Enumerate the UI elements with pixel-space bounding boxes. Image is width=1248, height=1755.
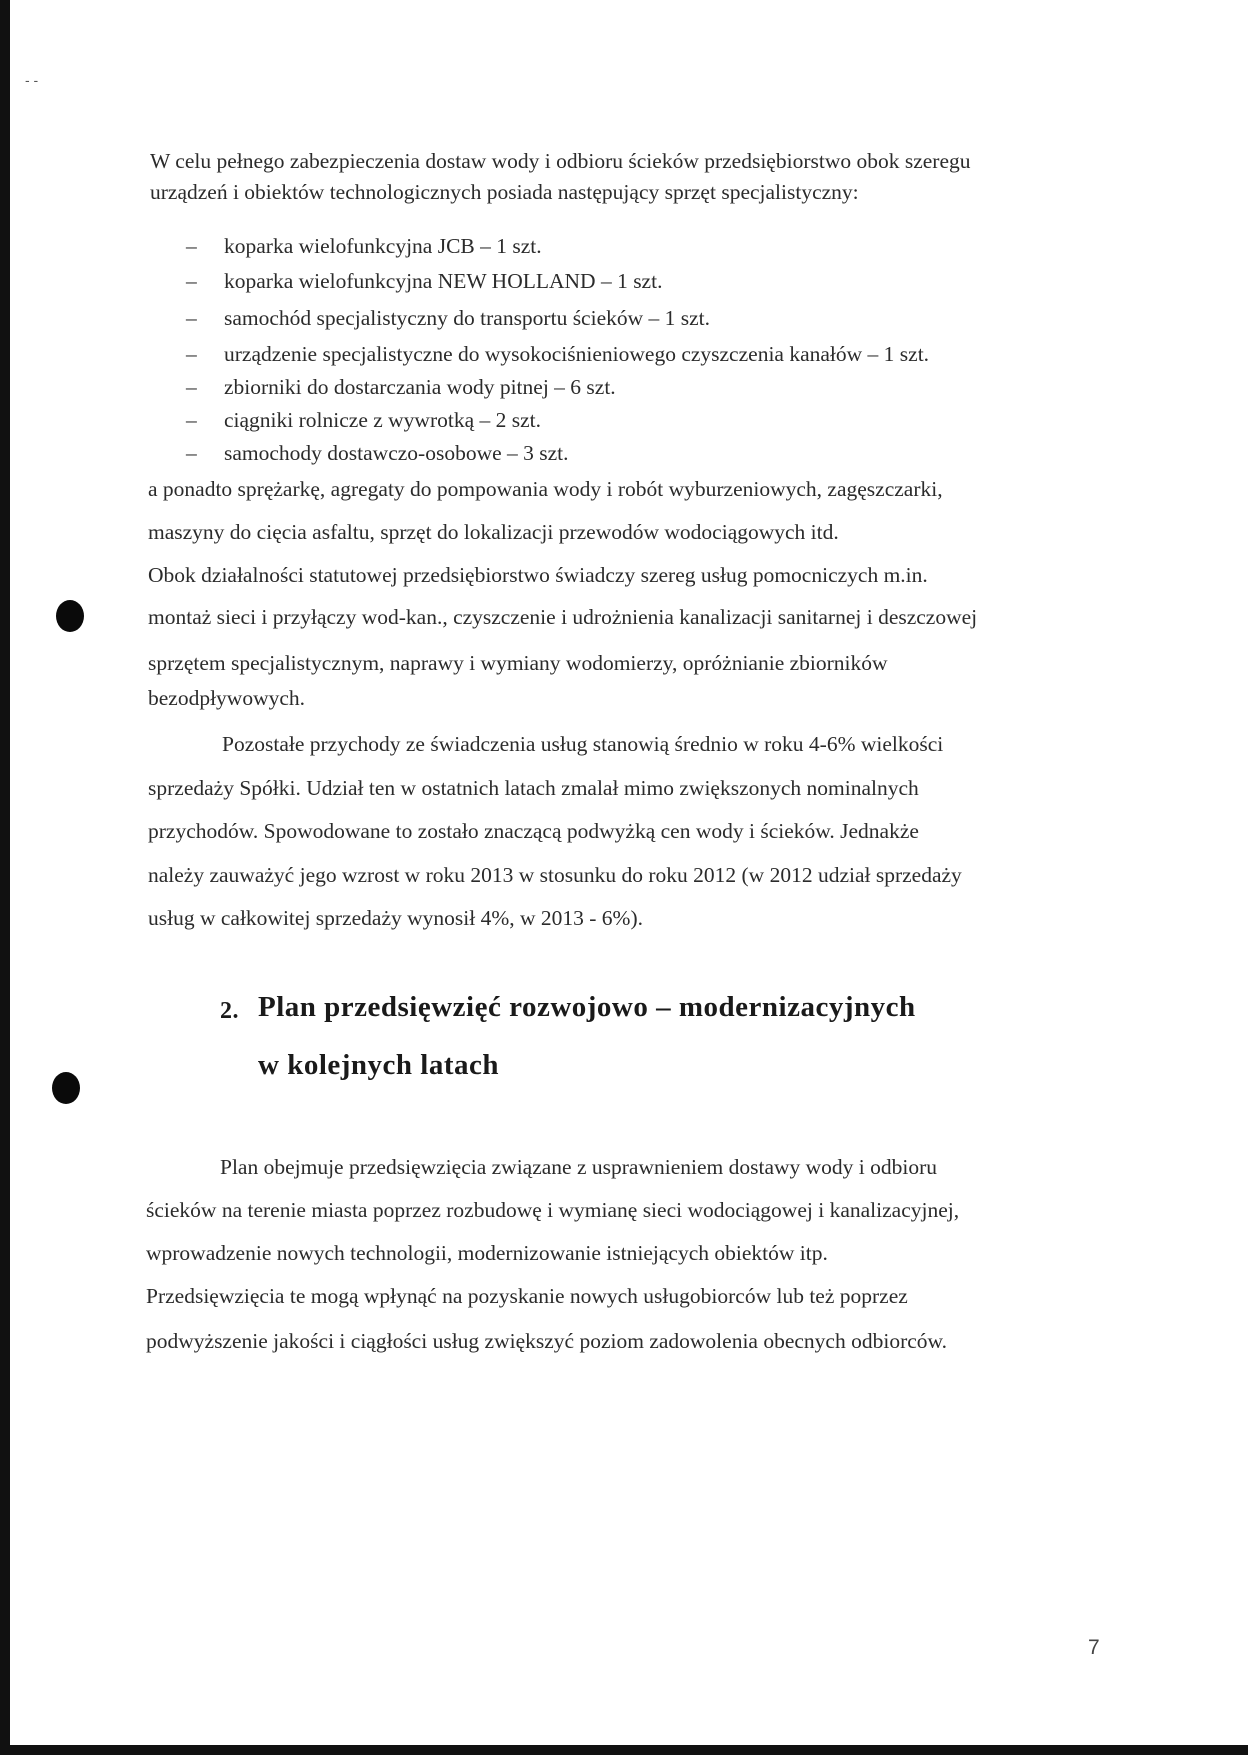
section-title-line-2: w kolejnych latach (258, 1049, 499, 1081)
paragraph-line: przychodów. Spowodowane to zostało znaczącą podwyżką cen wody i ścieków. Jednakże (148, 819, 919, 843)
list-dash: – (186, 269, 197, 293)
list-dash: – (186, 342, 197, 366)
paragraph-line: Plan obejmuje przedsięwzięcia związane z usprawnieniem dostawy wody i odbioru (220, 1155, 938, 1179)
intro-line-2: urządzeń i obiektów technologicznych posiada następujący sprzęt specjalistyczny: (150, 180, 859, 204)
list-item-text: koparka wielofunkcyjna NEW HOLLAND – 1 szt. (224, 269, 663, 293)
paragraph-line: bezodpływowych. (148, 686, 306, 710)
paragraph-line: usług w całkowitej sprzedaży wynosił 4%, w 2013 - 6%). (148, 906, 643, 930)
list-item-text: zbiorniki do dostarczania wody pitnej – 6 szt. (224, 375, 616, 399)
list-dash: – (186, 441, 197, 465)
paragraph-line: Przedsięwzięcia te mogą wpłynąć na pozyskanie nowych usługobiorców lub też poprzez (146, 1284, 908, 1308)
list-dash: – (186, 375, 197, 399)
page-number: 7 (1088, 1636, 1100, 1659)
scan-mark: - - (25, 72, 39, 88)
list-dash: – (186, 234, 197, 258)
paragraph-line: należy zauważyć jego wzrost w roku 2013 w stosunku do roku 2012 (w 2012 udział sprzedaży (148, 863, 962, 887)
punch-hole-top (56, 600, 84, 632)
paragraph-line: montaż sieci i przyłączy wod-kan., czyszczenie i udrożnienia kanalizacji sanitarnej i deszczowej (148, 605, 978, 629)
paragraph-line: sprzętem specjalistycznym, naprawy i wymiany wodomierzy, opróżnianie zbiorników (148, 651, 888, 675)
list-item-text: samochód specjalistyczny do transportu ścieków – 1 szt. (224, 306, 711, 330)
list-item-text: koparka wielofunkcyjna JCB – 1 szt. (224, 234, 542, 258)
list-dash: – (186, 306, 197, 330)
scan-edge-left (0, 0, 10, 1755)
list-item-text: ciągniki rolnicze z wywrotką – 2 szt. (224, 408, 542, 432)
paragraph-line: wprowadzenie nowych technologii, modernizowanie istniejących obiektów itp. (146, 1241, 828, 1265)
list-item-text: samochody dostawczo-osobowe – 3 szt. (224, 441, 569, 465)
section-title-line-1: Plan przedsięwzięć rozwojowo – modernizacyjnych (258, 991, 916, 1023)
paragraph-line: a ponadto sprężarkę, agregaty do pompowania wody i robót wyburzeniowych, zagęszczarki, (148, 477, 943, 501)
paragraph-line: sprzedaży Spółki. Udział ten w ostatnich latach zmalał mimo zwiększonych nominalnych (148, 776, 919, 800)
list-dash: – (186, 408, 197, 432)
paragraph-line: ścieków na terenie miasta poprzez rozbudowę i wymianę sieci wodociągowej i kanalizacyjnej, (146, 1198, 960, 1222)
intro-line-1: W celu pełnego zabezpieczenia dostaw wody i odbioru ścieków przedsiębiorstwo obok szeregu (150, 149, 971, 173)
section-number: 2. (220, 998, 239, 1024)
scan-edge-bottom (0, 1745, 1248, 1755)
punch-hole-bottom (52, 1072, 80, 1104)
paragraph-line: Obok działalności statutowej przedsiębiorstwo świadczy szereg usług pomocniczych m.in. (148, 563, 928, 587)
paragraph-line: podwyższenie jakości i ciągłości usług zwiększyć poziom zadowolenia obecnych odbiorców. (146, 1329, 948, 1353)
paragraph-line: maszyny do cięcia asfaltu, sprzęt do lokalizacji przewodów wodociągowych itd. (148, 520, 839, 544)
paragraph-line: Pozostałe przychody ze świadczenia usług stanowią średnio w roku 4-6% wielkości (222, 732, 944, 756)
list-item-text: urządzenie specjalistyczne do wysokociśnieniowego czyszczenia kanałów – 1 szt. (224, 342, 930, 366)
